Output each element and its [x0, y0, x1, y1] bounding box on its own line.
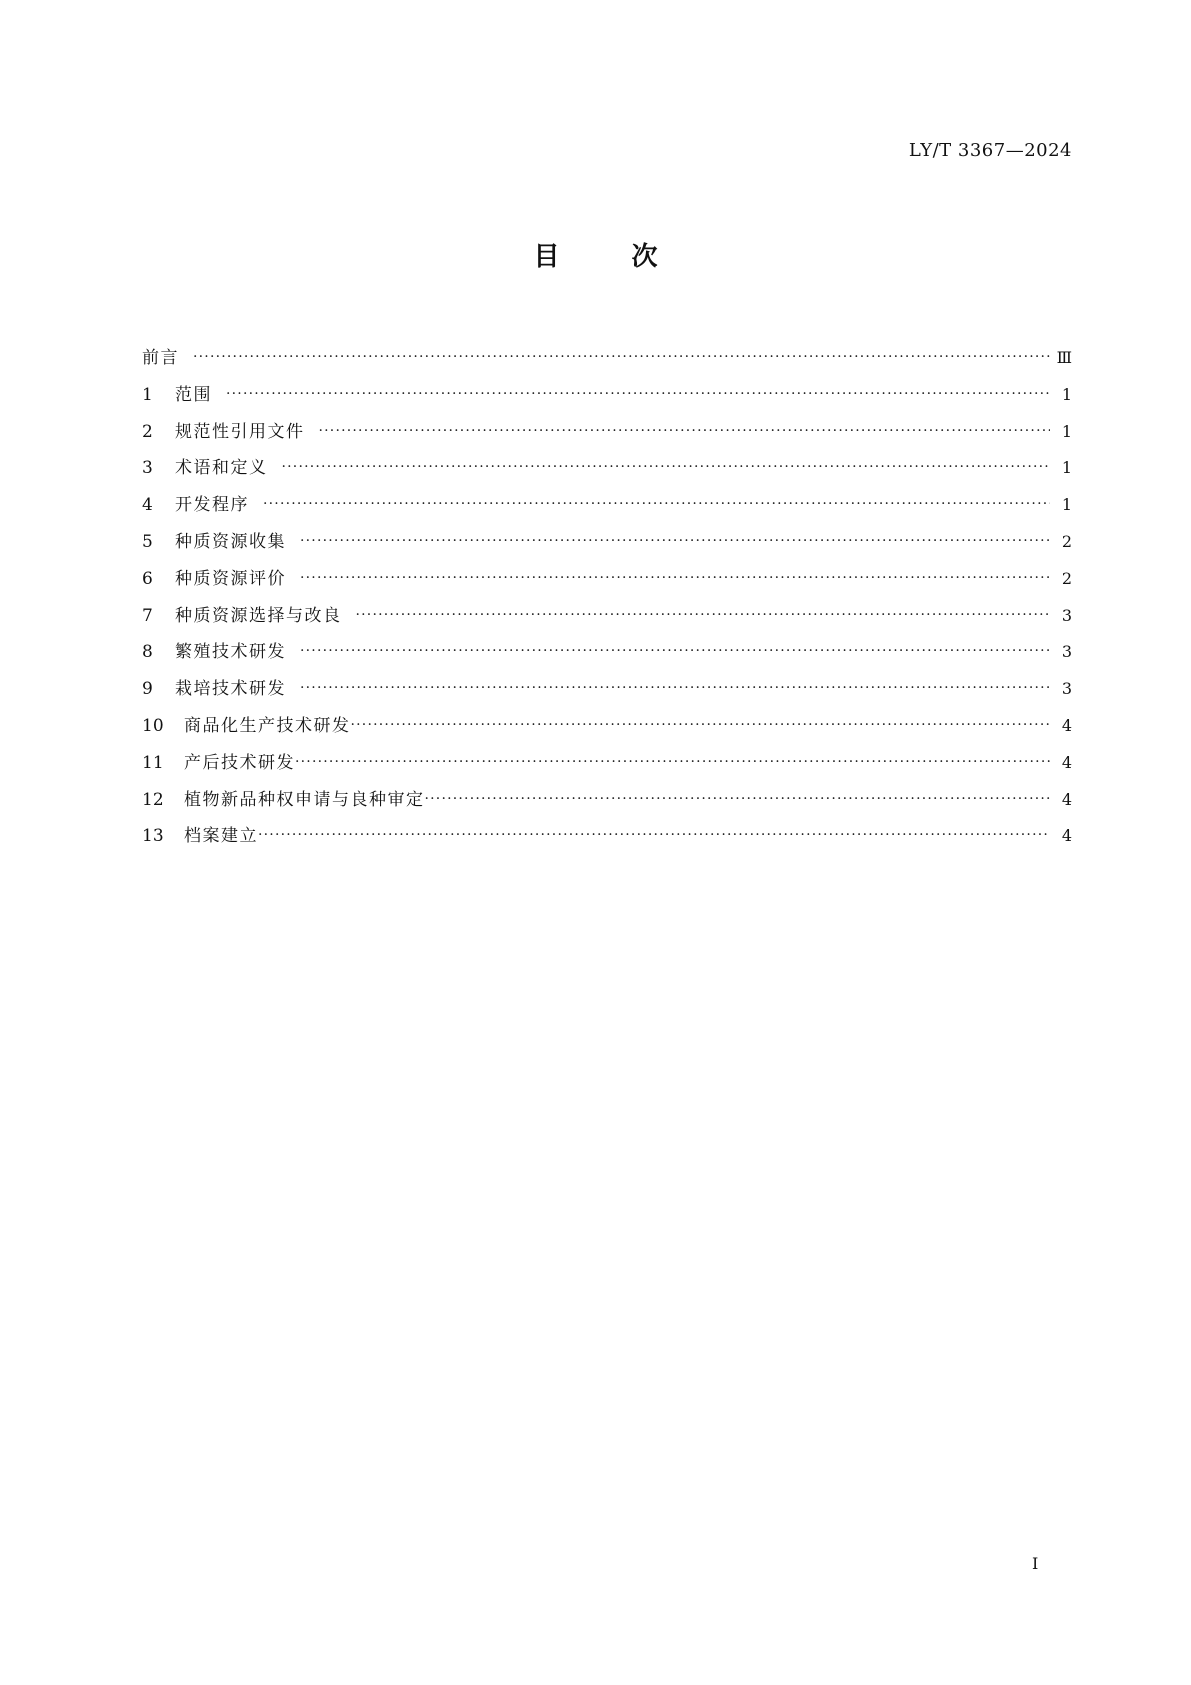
toc-entry-number: 10 — [142, 715, 164, 736]
toc-entry-page: 1 — [1061, 384, 1072, 404]
toc-leader-dots — [300, 633, 1050, 670]
toc-leader-dots — [282, 449, 1051, 486]
toc-entry-number: 8 — [142, 642, 153, 663]
toc-leader-dots — [226, 376, 1050, 413]
toc-leader-dots — [295, 744, 1050, 781]
toc-entry-label: 繁殖技术研发 — [175, 642, 286, 663]
toc-entry-label: 种质资源收集 — [175, 531, 286, 552]
toc-entry-number: 6 — [142, 568, 153, 589]
toc-entry-6[interactable] — [142, 561, 1072, 598]
toc-entry-label: 术语和定义 — [175, 458, 268, 479]
toc-entry-5[interactable] — [142, 524, 1072, 561]
toc-leader-dots — [263, 486, 1050, 523]
toc-entry-8[interactable] — [142, 634, 1072, 671]
toc-entry-label: 范围 — [175, 384, 212, 405]
toc-leader-dots — [319, 413, 1051, 450]
toc-leader-dots — [258, 817, 1050, 854]
toc-entry-page: 3 — [1061, 642, 1072, 662]
toc-entry-11[interactable] — [142, 745, 1072, 782]
toc-entry-number: 12 — [142, 789, 164, 810]
toc-entry-label: 产后技术研发 — [184, 752, 295, 773]
toc-entry-10[interactable] — [142, 708, 1072, 745]
toc-entry-page: Ⅲ — [1056, 348, 1072, 367]
toc-entry-number: 7 — [142, 605, 153, 626]
title-char-1: 目 — [533, 242, 560, 272]
toc-entry-page: 1 — [1061, 458, 1072, 478]
toc-entry-page: 3 — [1061, 679, 1072, 699]
toc-leader-dots — [300, 670, 1050, 707]
toc-entry-13[interactable] — [142, 818, 1072, 855]
toc-leader-dots — [300, 560, 1050, 597]
toc-entry-label: 植物新品种权申请与良种审定 — [184, 789, 425, 810]
toc-entry-label: 档案建立 — [184, 826, 258, 847]
table-of-contents — [142, 340, 1072, 855]
toc-entry-page: 3 — [1061, 605, 1072, 625]
toc-entry-label: 商品化生产技术研发 — [184, 715, 351, 736]
toc-entry-1[interactable] — [142, 377, 1072, 414]
toc-entry-label: 栽培技术研发 — [175, 679, 286, 700]
toc-leader-dots — [351, 707, 1051, 744]
toc-entry-number: 11 — [142, 752, 164, 773]
toc-entry-page: 4 — [1061, 826, 1072, 846]
toc-entry-3[interactable] — [142, 450, 1072, 487]
toc-entry-page: 1 — [1061, 495, 1072, 515]
toc-entry-number: 4 — [142, 495, 153, 516]
toc-leader-dots — [300, 523, 1050, 560]
toc-entry-number: 1 — [142, 384, 153, 405]
title-char-2: 次 — [631, 242, 658, 272]
toc-entry-number: 13 — [142, 826, 164, 847]
toc-entry-label: 开发程序 — [175, 495, 249, 516]
toc-entry-page: 4 — [1061, 715, 1072, 735]
toc-entry-page: 2 — [1061, 568, 1072, 588]
toc-entry-label: 种质资源选择与改良 — [175, 605, 342, 626]
toc-entry-page: 4 — [1061, 789, 1072, 809]
toc-entry-number: 5 — [142, 531, 153, 552]
toc-leader-dots — [356, 597, 1051, 634]
page-title — [0, 236, 1191, 273]
toc-entry-9[interactable] — [142, 671, 1072, 708]
toc-entry-number: 2 — [142, 421, 153, 442]
toc-entry-number: 3 — [142, 458, 153, 479]
toc-entry-4[interactable] — [142, 487, 1072, 524]
toc-entry-page: 4 — [1061, 752, 1072, 772]
toc-entry-number: 9 — [142, 679, 153, 700]
toc-leader-dots — [425, 781, 1051, 818]
toc-entry-12[interactable] — [142, 782, 1072, 819]
toc-entry-foreword[interactable] — [142, 340, 1072, 377]
toc-entry-2[interactable] — [142, 414, 1072, 451]
toc-entry-7[interactable] — [142, 598, 1072, 635]
document-code: LY/T 3367—2024 — [908, 140, 1072, 161]
toc-entry-label: 种质资源评价 — [175, 568, 286, 589]
toc-entry-label: 规范性引用文件 — [175, 421, 305, 442]
toc-entry-page: 1 — [1061, 421, 1072, 441]
page-number: Ⅰ — [1032, 1554, 1039, 1573]
toc-entry-page: 2 — [1061, 531, 1072, 551]
toc-leader-dots — [193, 339, 1050, 376]
toc-entry-label: 前言 — [142, 348, 179, 368]
